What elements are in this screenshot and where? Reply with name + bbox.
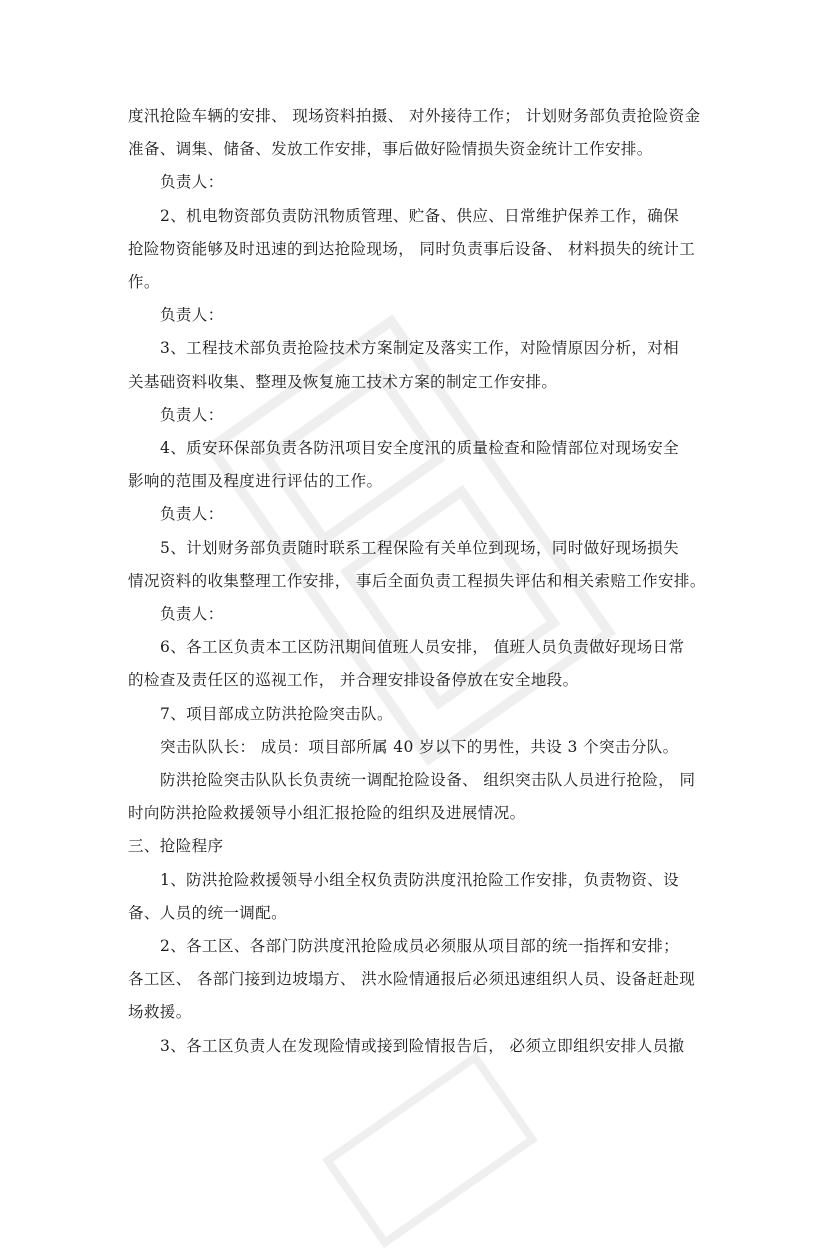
document-line: 2、机电物资部负责防汛物质管理、贮备、供应、日常维护保养工作，确保 bbox=[160, 206, 680, 225]
document-body bbox=[128, 100, 718, 1063]
document-line: 4、质安环保部负责各防汛项目安全度汛的质量检查和险情部位对现场安全 bbox=[160, 439, 680, 458]
document-line: 3、工程技术部负责抢险技术方案制定及落实工作，对险情原因分析，对相 bbox=[160, 339, 680, 358]
document-line: 2、各工区、各部门防洪度汛抢险成员必须服从项目部的统一指挥和安排； bbox=[160, 937, 680, 956]
document-line: 负责人： bbox=[160, 173, 224, 192]
document-line: 抢险物资能够及时迅速的到达抢险现场， 同时负责事后设备、 材料损失的统计工 bbox=[128, 239, 696, 258]
document-line: 影响的范围及程度进行评估的工作。 bbox=[128, 472, 383, 491]
document-line: 的检查及责任区的巡视工作， 并合理安排设备停放在安全地段。 bbox=[128, 671, 579, 690]
document-line: 时向防洪抢险救援领导小组汇报抢险的组织及进展情况。 bbox=[128, 804, 526, 823]
document-line: 负责人： bbox=[160, 505, 224, 524]
document-line: 5、计划财务部负责随时联系工程保险有关单位到现场，同时做好现场损失 bbox=[160, 538, 680, 557]
document-line: 负责人： bbox=[160, 405, 224, 424]
document-line: 负责人： bbox=[160, 306, 224, 325]
document-line: 三、抢险程序 bbox=[128, 837, 224, 856]
document-line: 7、项目部成立防洪抢险突击队。 bbox=[160, 704, 393, 723]
document-line: 突击队队长： 成员：项目部所属 40 岁以下的男性，共设 3 个突击分队。 bbox=[160, 737, 679, 756]
document-line: 关基础资料收集、整理及恢复施工技术方案的制定工作安排。 bbox=[128, 372, 558, 391]
document-line: 6、各工区负责本工区防汛期间值班人员安排， 值班人员负责做好现场日常 bbox=[160, 638, 685, 657]
document-line: 情况资料的收集整理工作安排， 事后全面负责工程损失评估和相关索赔工作安排。 bbox=[128, 571, 706, 590]
document-line: 场救援。 bbox=[128, 1003, 192, 1022]
document-line: 度汛抢险车辆的安排、 现场资料拍摄、 对外接待工作； 计划财务部负责抢险资金 bbox=[128, 107, 701, 125]
document-line: 准备、调集、储备、发放工作安排，事后做好险情损失资金统计工作安排。 bbox=[128, 140, 653, 159]
document-line: 1、防洪抢险救援领导小组全权负责防洪度汛抢险工作安排，负责物资、设 bbox=[160, 870, 680, 889]
document-line: 作。 bbox=[128, 273, 160, 292]
document-line: 防洪抢险突击队队长负责统一调配抢险设备、 组织突击队人员进行抢险， 同 bbox=[160, 771, 696, 790]
document-line: 负责人： bbox=[160, 605, 224, 624]
document-line: 备、人员的统一调配。 bbox=[128, 903, 288, 922]
document-line: 各工区、 各部门接到边坡塌方、 洪水险情通报后必须迅速组织人员、设备赶赴现 bbox=[128, 970, 696, 989]
watermark-graphic-bottom bbox=[314, 1043, 547, 1256]
document-line: 3、各工区负责人在发现险情或接到险情报告后， 必须立即组织安排人员撤 bbox=[160, 1036, 685, 1055]
